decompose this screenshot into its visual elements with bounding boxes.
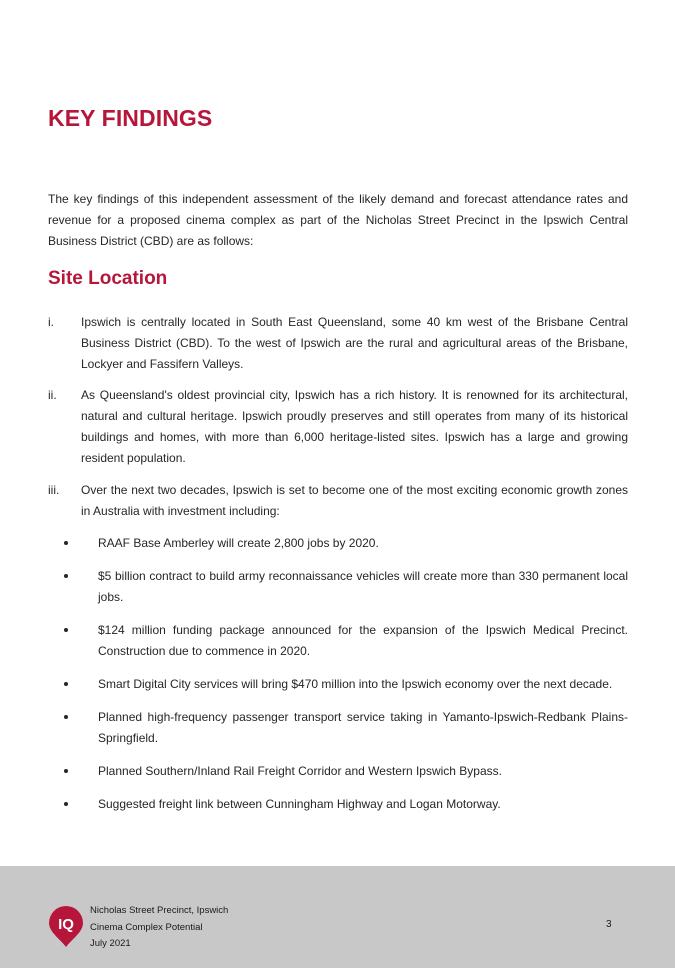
bullet-dot-icon [64,682,68,686]
bullet-text: RAAF Base Amberley will create 2,800 jobs by 2020. [98,536,379,550]
bullet-text: $124 million funding package announced for the expansion of the Ipswich Medical Precinct. Construction due to commence in 2020. [98,623,628,658]
bullet-item [64,674,628,695]
bullet-dot-icon [64,574,68,578]
list-item-number: ii. [48,388,57,402]
bullet-dot-icon [64,802,68,806]
bullet-text: $5 billion contract to build army reconnaissance vehicles will create more than 330 permanent local jobs. [98,569,628,604]
bullet-text: Planned high-frequency passenger transport service taking in Yamanto-Ipswich-Redbank Plains-Springfield. [98,710,628,745]
bullet-item [64,707,628,749]
footer-line-project: Nicholas Street Precinct, Ipswich [90,905,229,916]
list-item [48,385,628,469]
intro-paragraph: The key findings of this independent assessment of the likely demand and forecast attendance rates and revenue for a proposed cinema complex as part of the Nicholas Street Precinct in the Ipswich Central Business District (CBD) are as follows: [48,192,628,248]
list-item-text: As Queensland's oldest provincial city, Ipswich has a rich history. It is renowned for its architectural, natural and cultural heritage. Ipswich proudly preserves and still operates from many of its historical buildings and homes, with more than 6,000 heritage-listed sites. Ipswich has a large and growing resident population. [81,388,628,465]
list-item [48,312,628,375]
footer-line-title: Cinema Complex Potential [90,921,203,933]
bullet-text: Smart Digital City services will bring $470 million into the Ipswich economy over the next decade. [98,677,613,691]
bullet-item [64,794,628,815]
page-title: KEY FINDINGS [48,105,213,131]
footer-line-date: July 2021 [90,938,131,949]
bullet-dot-icon [64,541,68,545]
bullet-item [64,761,628,782]
list-item [48,480,628,522]
page-number: 3 [606,919,612,930]
bullet-item [64,620,628,662]
bullet-dot-icon [64,715,68,719]
bullet-dot-icon [64,628,68,632]
list-item-text: Ipswich is centrally located in South East Queensland, some 40 km west of the Brisbane Central Business District (CBD). To the west of Ipswich are the rural and agricultural areas of the Brisbane, Lockyer and Fassifern Valleys. [81,315,628,371]
list-item-number: iii. [48,483,60,497]
logo-text: IQ [58,916,74,933]
page-footer [0,866,675,968]
section-heading-site-location: Site Location [48,268,168,289]
list-item-text: Over the next two decades, Ipswich is set to become one of the most exciting economic growth zones in Australia with investment including: [81,483,628,518]
bullet-text: Suggested freight link between Cunningham Highway and Logan Motorway. [98,797,501,811]
footer-document-info [90,903,228,953]
iq-logo-icon [48,906,84,948]
bullet-item [64,566,628,608]
bullet-item [64,533,628,554]
bullet-text: Planned Southern/Inland Rail Freight Corridor and Western Ipswich Bypass. [98,764,502,778]
list-item-number: i. [48,315,54,329]
bullet-dot-icon [64,769,68,773]
